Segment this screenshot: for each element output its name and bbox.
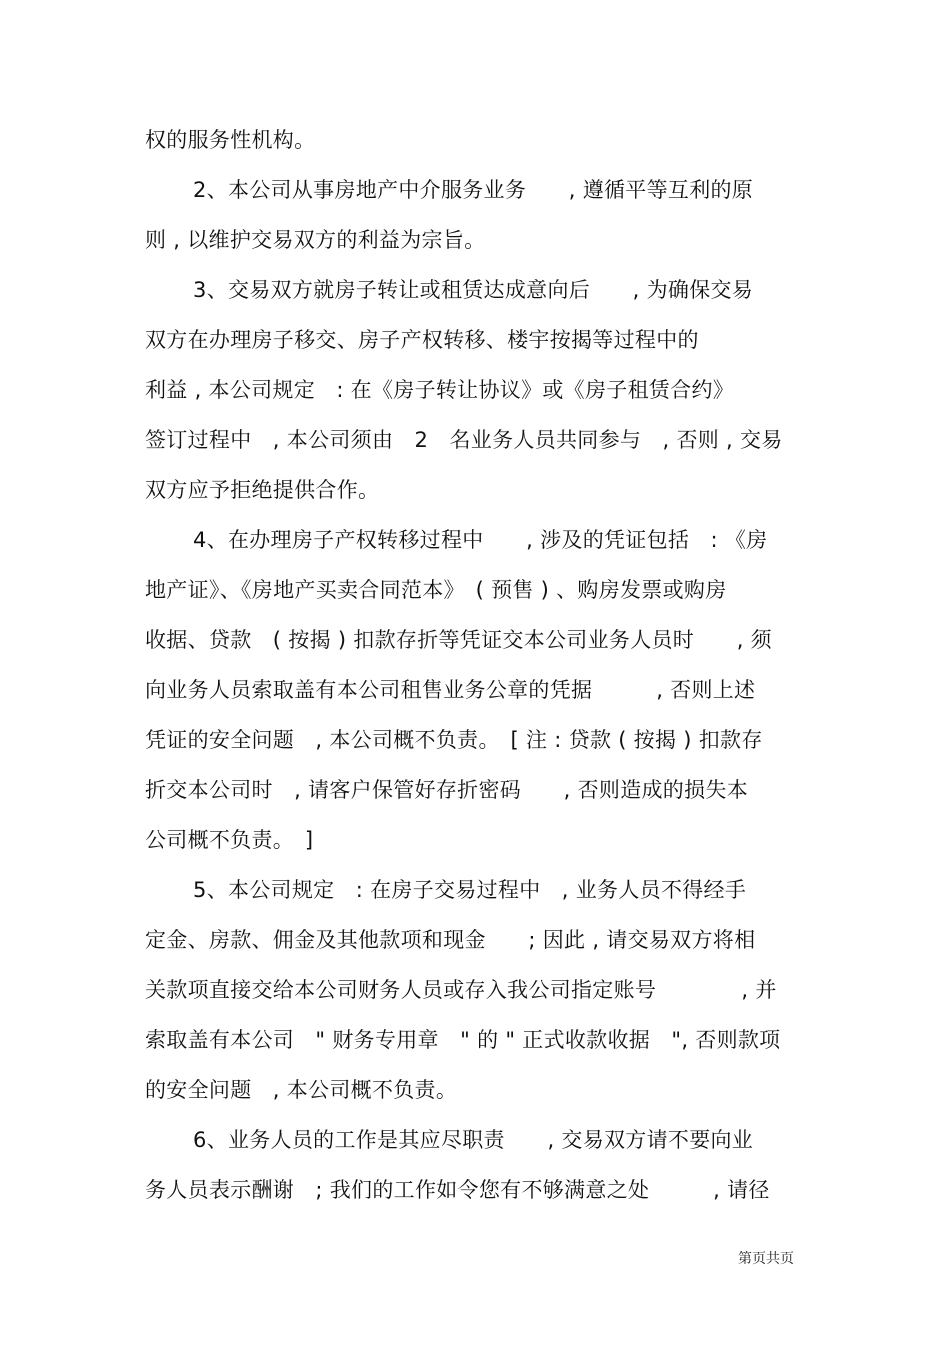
text-line: 5、本公司规定 : 在房子交易过程中 , 业务人员不得经手 — [193, 878, 747, 902]
text-line: 定金、房款、佣金及其他款项和现金 ; 因此 , 请交易双方将相 — [145, 928, 756, 952]
text-line: 公司概不负责。 ] — [145, 828, 314, 852]
text-line: 凭证的安全问题 , 本公司概不负责。 [ 注 : 贷款 ( 按揭 ) 扣款存 — [145, 728, 763, 752]
text-line: 关款项直接交给本公司财务人员或存入我公司指定账号 , 并 — [145, 978, 777, 1002]
text-line: 2、本公司从事房地产中介服务业务 , 遵循平等互利的原 — [193, 178, 754, 202]
text-line: 务人员表示酬谢 ; 我们的工作如令您有不够满意之处 , 请径 — [145, 1178, 770, 1202]
text-line: 双方在办理房子移交、房子产权转移、楼宇按揭等过程中的 — [145, 328, 699, 352]
text-line: 索取盖有本公司 " 财务专用章 " 的 " 正式收款收据 ", 否则款项 — [145, 1028, 781, 1052]
text-line: 地产证》、《房地产买卖合同范本》 ( 预售 ) 、购房发票或购房 — [145, 578, 727, 602]
text-line: 利益 , 本公司规定 : 在《房子转让协议》或《房子租赁合约》 — [145, 378, 735, 402]
text-line: 则 , 以维护交易双方的利益为宗旨。 — [145, 228, 486, 252]
text-line: 向业务人员索取盖有本公司租售业务公章的凭据 , 否则上述 — [145, 678, 756, 702]
page-footer: 第页共页 — [738, 1251, 794, 1267]
text-line: 的安全问题 , 本公司概不负责。 — [145, 1078, 458, 1102]
text-line: 双方应予拒绝提供合作。 — [145, 478, 380, 502]
text-line: 折交本公司时 , 请客户保管好存折密码 , 否则造成的损失本 — [145, 778, 748, 802]
text-line: 收据、贷款 ( 按揭 ) 扣款存折等凭证交本公司业务人员时 , 须 — [145, 628, 772, 652]
text-line: 签订过程中 , 本公司须由 2 名业务人员共同参与 , 否则 , 交易 — [145, 428, 783, 452]
text-line: 3、交易双方就房子转让或租赁达成意向后 , 为确保交易 — [193, 278, 754, 302]
text-line: 权的服务性机构。 — [145, 128, 316, 152]
text-line: 6、业务人员的工作是其应尽职责 , 交易双方请不要向业 — [193, 1128, 754, 1152]
text-line: 4、在办理房子产权转移过程中 , 涉及的凭证包括 : 《房 — [193, 528, 768, 552]
